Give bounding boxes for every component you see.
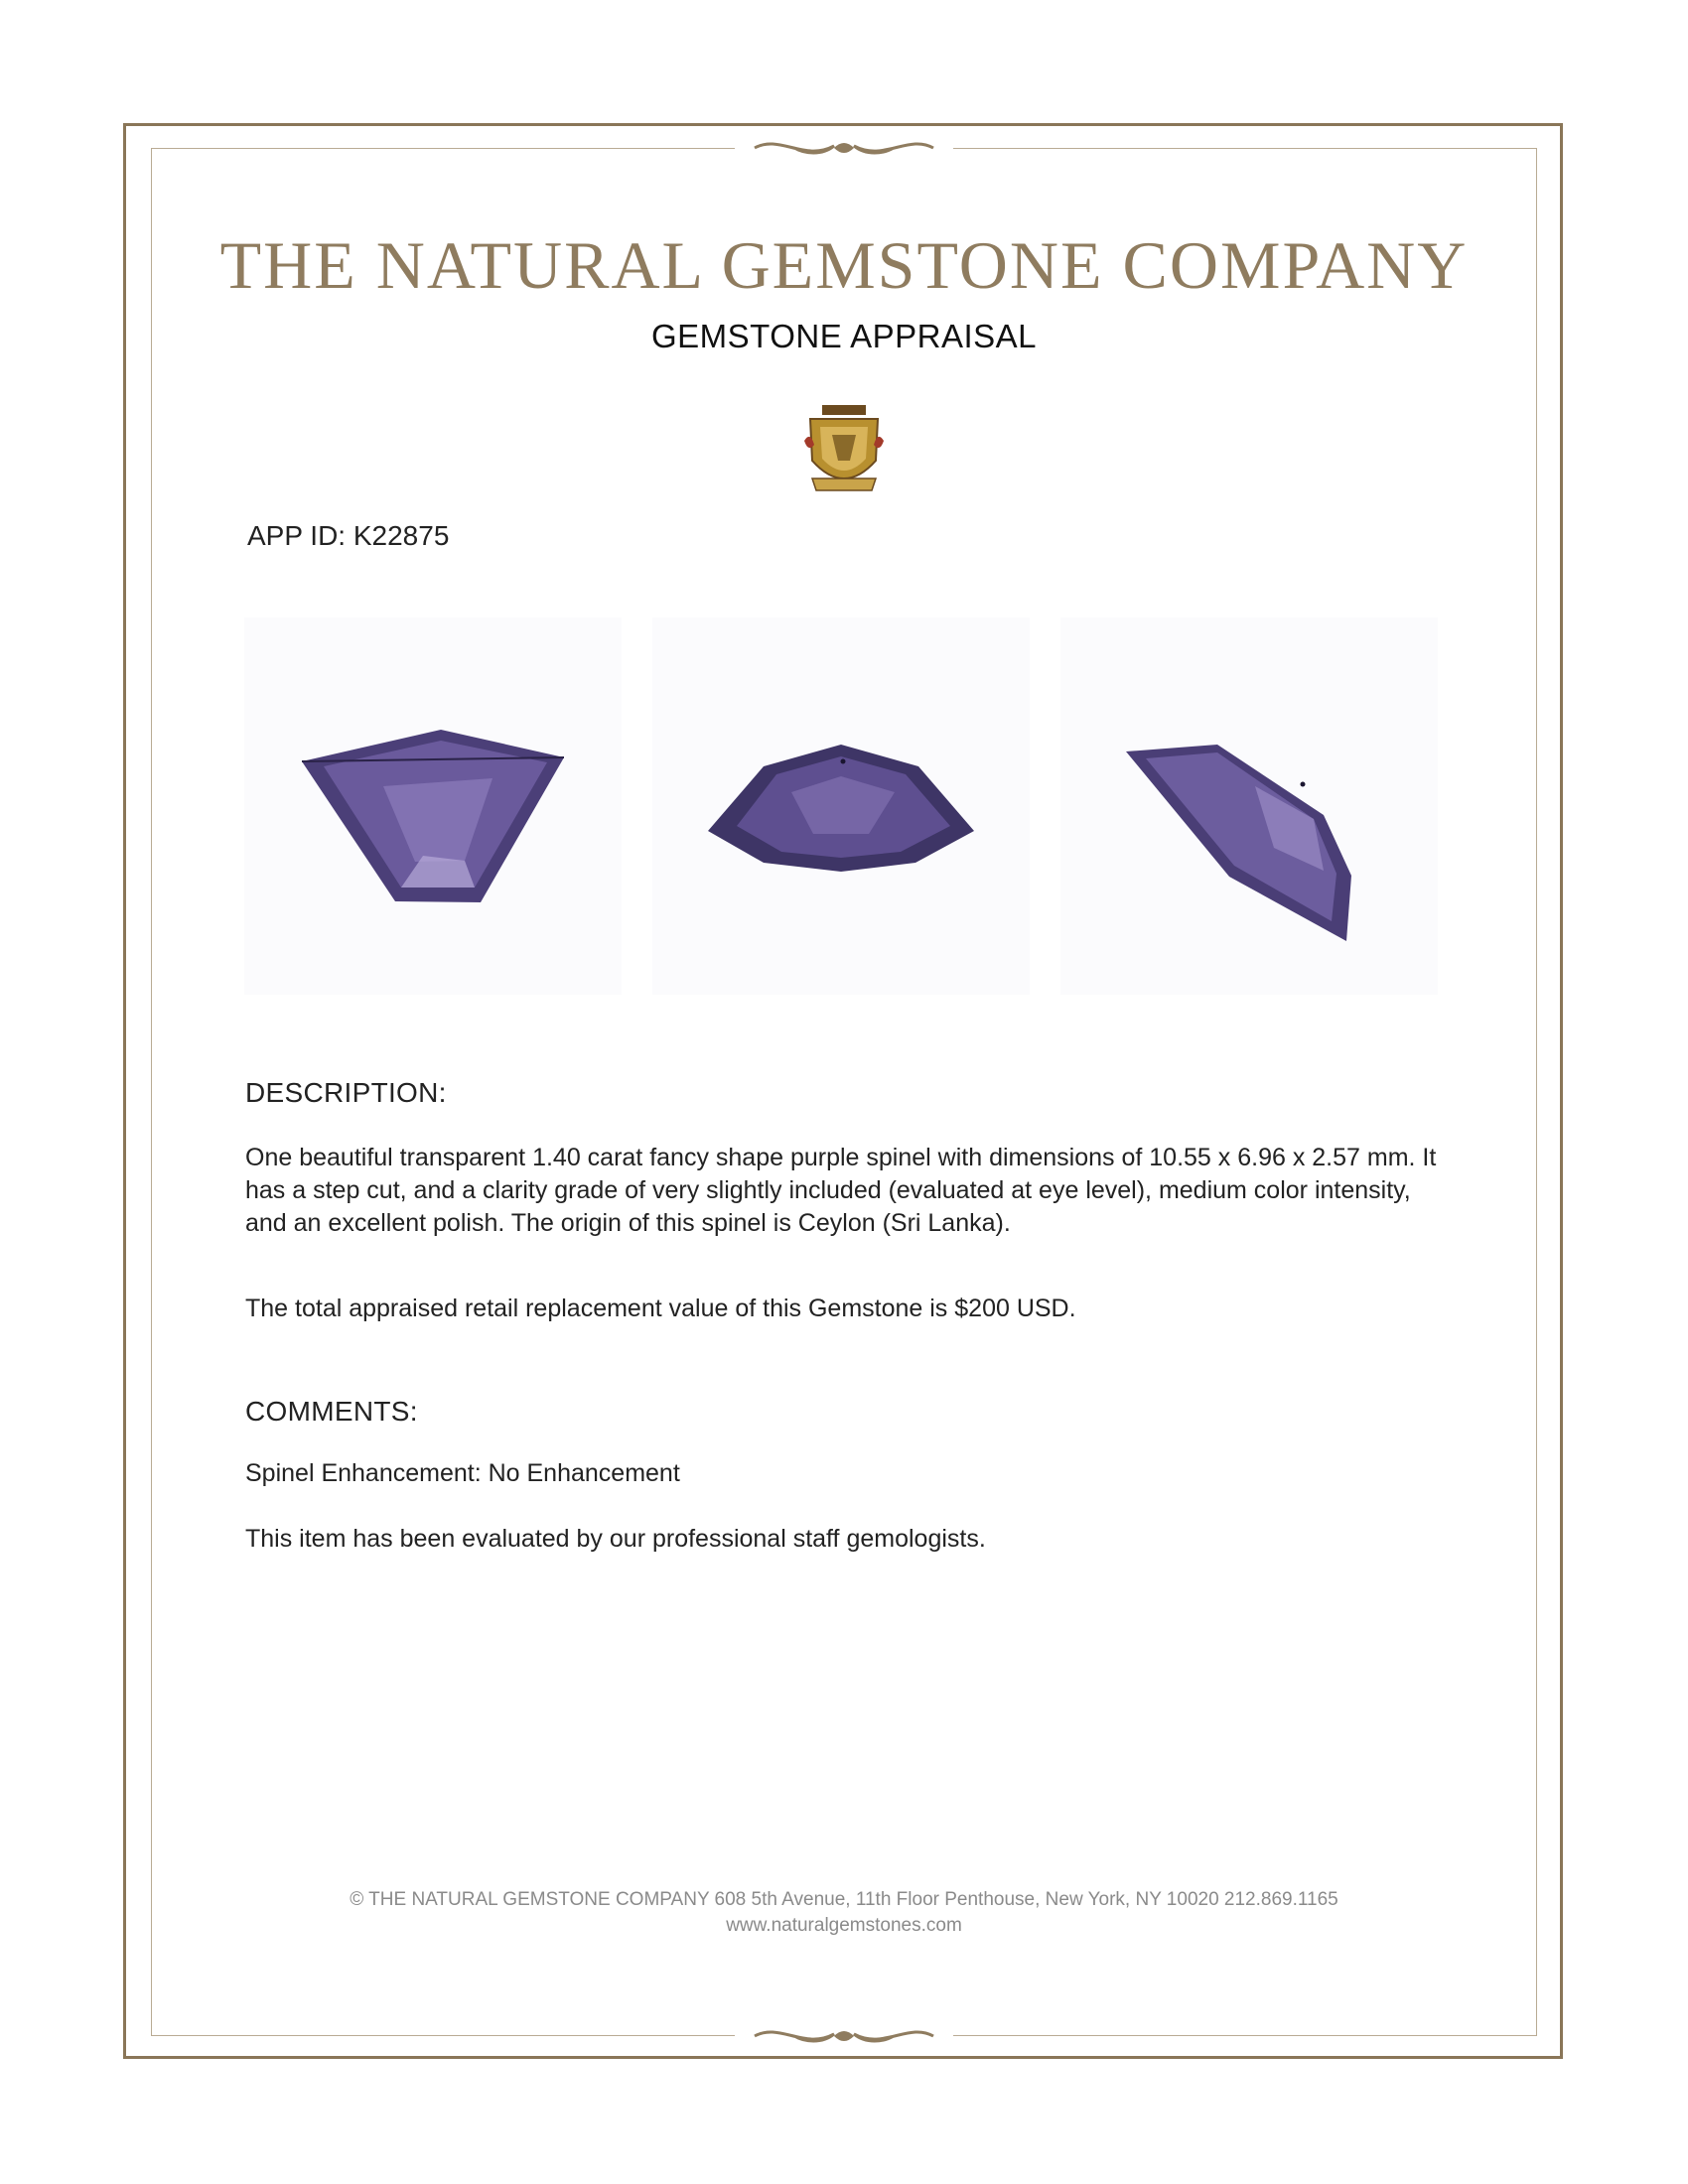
appraised-value-text: The total appraised retail replacement value of this Gemstone is $200 USD. — [245, 1295, 1076, 1322]
gem-photo-side-view — [652, 617, 1030, 995]
appraisal-id: APP ID: K22875 — [247, 520, 450, 551]
description-text: One beautiful transparent 1.40 carat fancy shape purple spinel with dimensions of 10.55 x 6.96 x 2.57 mm. It has a step cut, and a clarity grade of very slightly included (evaluated at eye level), medium color intensity, and an excellent polish. The origin of this spinel is Ceylon (Sri Lanka). — [245, 1144, 1437, 1237]
description-heading: DESCRIPTION: — [245, 1077, 447, 1108]
bottom-flourish-ornament — [735, 2018, 953, 2054]
document-title: GEMSTONE APPRAISAL — [650, 318, 1038, 354]
footer-website-link[interactable]: www.naturalgemstones.com — [726, 1915, 962, 1936]
company-crest-logo — [802, 401, 886, 500]
footer-address: © THE NATURAL GEMSTONE COMPANY 608 5th Avenue, 11th Floor Penthouse, New York, NY 10020 212.869.1165 — [350, 1889, 1338, 1910]
enhancement-text: Spinel Enhancement: No Enhancement — [245, 1459, 680, 1487]
company-name: THE NATURAL GEMSTONE COMPANY — [219, 227, 1469, 303]
top-flourish-ornament — [735, 130, 953, 166]
evaluation-text: This item has been evaluated by our professional staff gemologists. — [245, 1525, 986, 1553]
gem-photo-angled-view — [1060, 617, 1438, 995]
gem-photo-top-view — [244, 617, 622, 995]
comments-heading: COMMENTS: — [245, 1396, 418, 1427]
